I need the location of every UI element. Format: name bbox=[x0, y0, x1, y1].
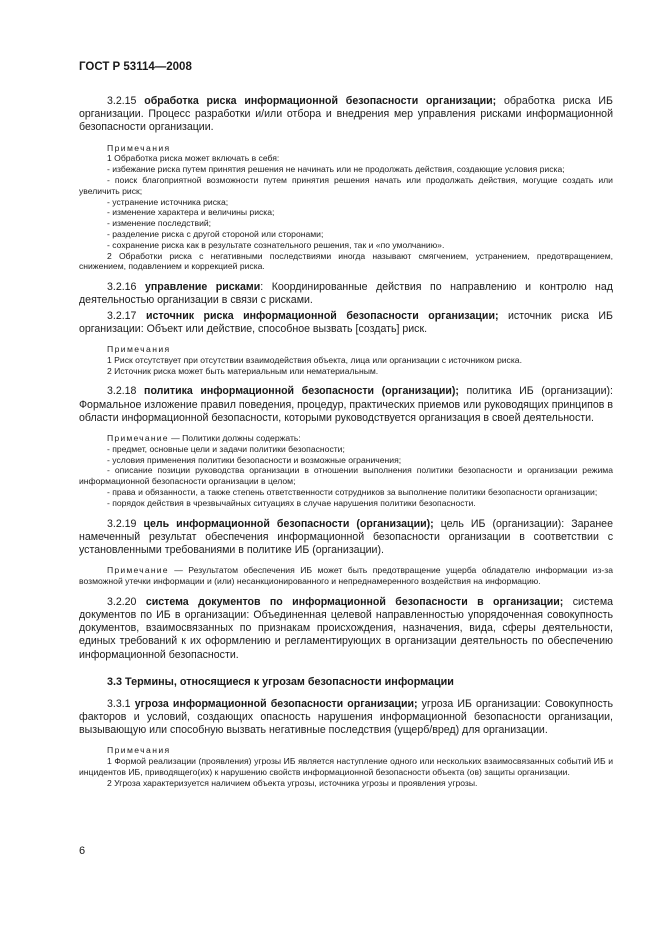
page-number: 6 bbox=[79, 845, 86, 857]
note-line: - описание позиции руководства организации в отношении выполнения политики безопасности и организации режима информационной безопасности организации в целом; bbox=[79, 465, 613, 487]
term-title: политика информационной безопасности (организации); bbox=[144, 385, 459, 398]
note-line: - права и обязанности, а также степень ответственности сотрудников за выполнение политики безопасности организации; bbox=[107, 486, 598, 497]
document-header: ГОСТ Р 53114—2008 bbox=[79, 61, 192, 73]
term-definition: : Координированные действия по направлению и контролю над деятельностью организации в связи с рисками. bbox=[79, 281, 613, 307]
notes-label: Примечания bbox=[107, 745, 171, 756]
note-intro bbox=[79, 433, 613, 444]
note-line: - сохранение риска как в результате сознательного решения, так и «по умолчанию». bbox=[107, 239, 445, 250]
term-3-2-20 bbox=[79, 596, 613, 662]
term-definition: обработка риска ИБ организации. Процесс разработки и/или отбора и внедрения мер управления рисками информационной безопасности организации. bbox=[79, 95, 613, 134]
note-line: 1 Формой реализации (проявления) угрозы ИБ является наступление одного или нескольких взаимосвязанных событий ИБ и инцидентов ИБ, приводящего(их) к нарушению свойств информационной безопасности объекта (ов) защиты организации. bbox=[79, 756, 613, 777]
term-3-2-19 bbox=[79, 518, 613, 558]
notes-intro-text: — Результатом обеспечения ИБ может быть предотвращение ущерба обладателю информации из-за возможной утечки информации и (или) несанкционированного и непреднамеренного воздействия на информацию. bbox=[79, 565, 613, 586]
term-3-3-1 bbox=[79, 698, 613, 738]
note-line: 2 Угроза характеризуется наличием объекта угрозы, источника угрозы и проявления угрозы. bbox=[107, 777, 478, 788]
term-number: 3.2.19 bbox=[107, 517, 137, 530]
notes-label: Примечания bbox=[107, 142, 171, 153]
term-definition: цель ИБ (организации): Заранее намеченный результат обеспечения информационной безопасности организации в соответствии с установленными требованиями в политике ИБ (организации). bbox=[79, 517, 613, 556]
term-title: управление рисками bbox=[144, 281, 261, 294]
note-line: - поиск благоприятной возможности путем принятия решения начать или продолжать действия, могущие создать или увеличить риск; bbox=[79, 175, 613, 196]
note-line: - разделение риска с другой стороной или сторонами; bbox=[107, 228, 324, 239]
note-line: 2 Источник риска может быть материальным или нематериальным. bbox=[107, 365, 379, 376]
notes-label: Примечания bbox=[107, 343, 171, 354]
term-definition: угроза ИБ организации: Совокупность факторов и условий, создающих опасность нарушения информационной безопасности организации, вызывающую или способную вызвать негативные последствия (ущерб/вред) для организации. bbox=[79, 697, 613, 737]
note-line: 1 Риск отсутствует при отсутствии взаимодействия объекта, лица или организации с источником риска. bbox=[107, 354, 522, 365]
term-number: 3.2.17 bbox=[107, 309, 137, 322]
term-3-2-17 bbox=[79, 310, 613, 336]
term-title: система документов по информационной безопасности в организации; bbox=[145, 595, 564, 608]
document-body bbox=[79, 90, 613, 789]
note-line: - предмет, основные цели и задачи политики безопасности; bbox=[107, 443, 345, 454]
note-line: - изменение последствий; bbox=[107, 218, 212, 229]
term-number: 3.2.16 bbox=[107, 281, 137, 294]
section-heading: 3.3 Термины, относящиеся к угрозам безопасности информации bbox=[107, 675, 454, 688]
term-title: цель информационной безопасности (организации); bbox=[143, 517, 434, 530]
term-definition: источник риска ИБ организации: Объект или действие, способное вызвать [создать] риск. bbox=[79, 309, 613, 335]
note-line: - избежание риска путем принятия решения не начинать или не продолжать действия, создающие условия риска; bbox=[107, 164, 565, 175]
note-line: 2 Обработки риска с негативными последствиями иногда называют смягчением, устранением, предотвращением, снижением, подавлением и коррекцией риска. bbox=[79, 250, 613, 272]
term-number: 3.2.15 bbox=[107, 95, 137, 107]
notes-intro-text: — Политики должны содержать: bbox=[168, 432, 301, 443]
term-title: источник риска информационной безопасности организации; bbox=[145, 309, 499, 322]
term-definition: система документов по ИБ в организации: Объединенная целевой направленностью упорядоченная совокупность документов, взаимосвязанных по признакам происхождения, назначения, вида, сферы деятельности, единых требований к их оформлению и регламентирующих в организации деятельность по обеспечению информационной безопасности. bbox=[79, 595, 613, 661]
note-line: - условия применения политики безопасности и возможные ограничения; bbox=[107, 454, 402, 465]
term-definition: политика ИБ (организации): Формальное изложение правил поведения, процедур, практических приемов или руководящих принципов в области информационной безопасности, которыми руководствуется организация в своей деятельности. bbox=[79, 385, 613, 424]
term-number: 3.3.1 bbox=[107, 697, 131, 710]
note-line: - порядок действия в чрезвычайных ситуациях в случае нарушения политики безопасности. bbox=[107, 497, 476, 508]
term-number: 3.2.18 bbox=[107, 385, 137, 398]
notes-label: Примечание bbox=[107, 432, 169, 443]
term-3-2-16 bbox=[79, 281, 613, 307]
term-3-2-18 bbox=[79, 385, 613, 425]
term-3-2-15 bbox=[79, 95, 613, 135]
note-line: 1 Обработка риска может включать в себя: bbox=[107, 153, 280, 164]
note-line: - устранение источника риска; bbox=[107, 196, 229, 207]
term-title: обработка риска информационной безопасности организации; bbox=[144, 95, 497, 107]
notes-label: Примечание bbox=[107, 565, 169, 576]
term-number: 3.2.20 bbox=[107, 595, 137, 608]
note-line: - изменение характера и величины риска; bbox=[107, 207, 275, 218]
note-intro bbox=[79, 565, 613, 587]
term-title: угроза информационной безопасности организации; bbox=[134, 697, 418, 710]
